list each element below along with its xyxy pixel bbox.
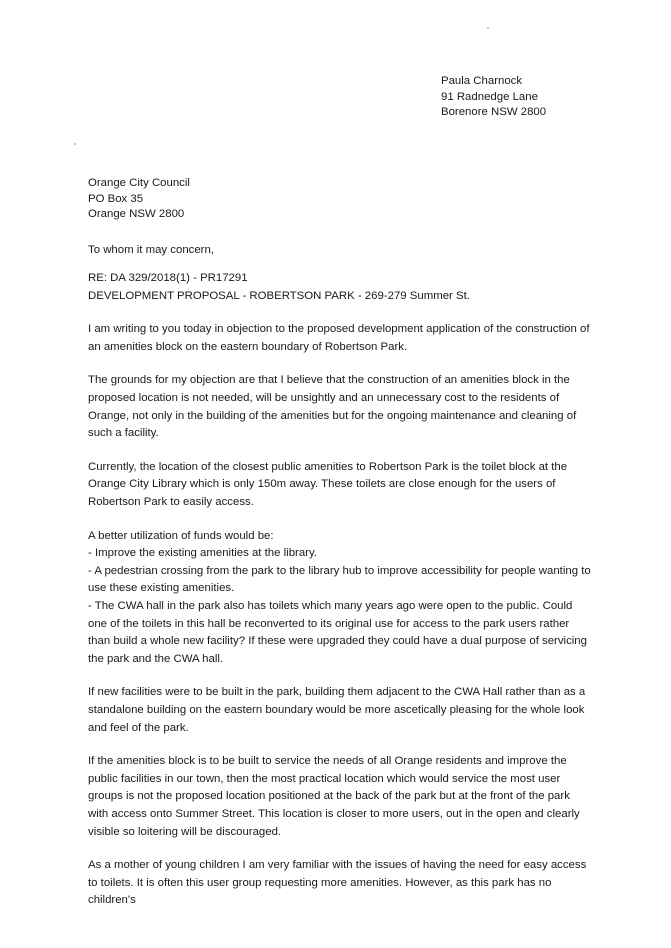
paragraph-location: If the amenities block is to be built to service the needs of all Orange residents and improve the public facilities in our town, then the most practical location which would service the most user groups is not the proposed location positioned at the back of the park but at the front of the park with access onto Summer Street. This location is closer to more users, out in the open and clearly visible so loitering will be discouraged. <box>88 755 580 838</box>
paragraph-cwa-hall: If new facilities were to be built in the park, building them adjacent to the CWA Hall rather than as a standalone building on the eastern boundary would be more ascetically pleasing for the whole look and feel of the park. <box>88 686 586 734</box>
funds-list <box>88 528 592 669</box>
scan-speck <box>74 143 76 145</box>
salutation: To whom it may concern, <box>88 243 214 256</box>
sender-street: 91 Radnedge Lane <box>441 90 538 103</box>
sender-address <box>441 74 546 121</box>
letter-body <box>88 176 592 910</box>
paragraph-grounds: The grounds for my objection are that I believe that the construction of an amenities block in the proposed location is not needed, will be unsightly and an unnecessary cost to the residents of Orange, not only in the building of the amenities but for the ongoing maintenance and cleaning of such a facility. <box>88 374 577 440</box>
sender-locality: Borenore NSW 2800 <box>441 106 547 118</box>
paragraph-current-amenities: Currently, the location of the closest public amenities to Robertson Park is the toilet block at the Orange City Library which is only 150m away. These toilets are close enough for the users of Robertson Park to easily access. <box>88 460 568 509</box>
list-item: - Improve the existing amenities at the library. <box>88 547 317 560</box>
paragraph-objection: I am writing to you today in objection to the proposed development application of the construction of an amenities block on the eastern boundary of Robertson Park. <box>88 323 590 353</box>
recipient-address <box>88 176 592 223</box>
recipient-org: Orange City Council <box>88 177 190 189</box>
list-item: - The CWA hall in the park also has toilets which many years ago were open to the public. Could one of the toilets in this hall be reconverted to its original use for access to the park users rather than build a whole new facility? If these were upgraded they could have a dual purpose of servicing the park and the CWA hall. <box>88 600 587 665</box>
recipient-locality: Orange NSW 2800 <box>88 208 185 220</box>
reference-line-1: RE: DA 329/2018(1) - PR17291 <box>88 272 248 285</box>
sender-name: Paula Charnock <box>441 75 523 87</box>
reference-block <box>88 270 592 305</box>
funds-list-intro: A better utilization of funds would be: <box>88 529 274 542</box>
paragraph-children: As a mother of young children I am very familiar with the issues of having the need for easy access to toilets. It is often this user group requesting more amenities. However, as this park has no children's <box>88 859 587 907</box>
reference-line-2: DEVELOPMENT PROPOSAL - ROBERTSON PARK - 269-279 Summer St. <box>88 289 470 302</box>
list-item: - A pedestrian crossing from the park to the library hub to improve accessibility for people wanting to use these existing amenities. <box>88 564 591 595</box>
scan-speck <box>487 27 489 29</box>
recipient-po-box: PO Box 35 <box>88 192 144 205</box>
